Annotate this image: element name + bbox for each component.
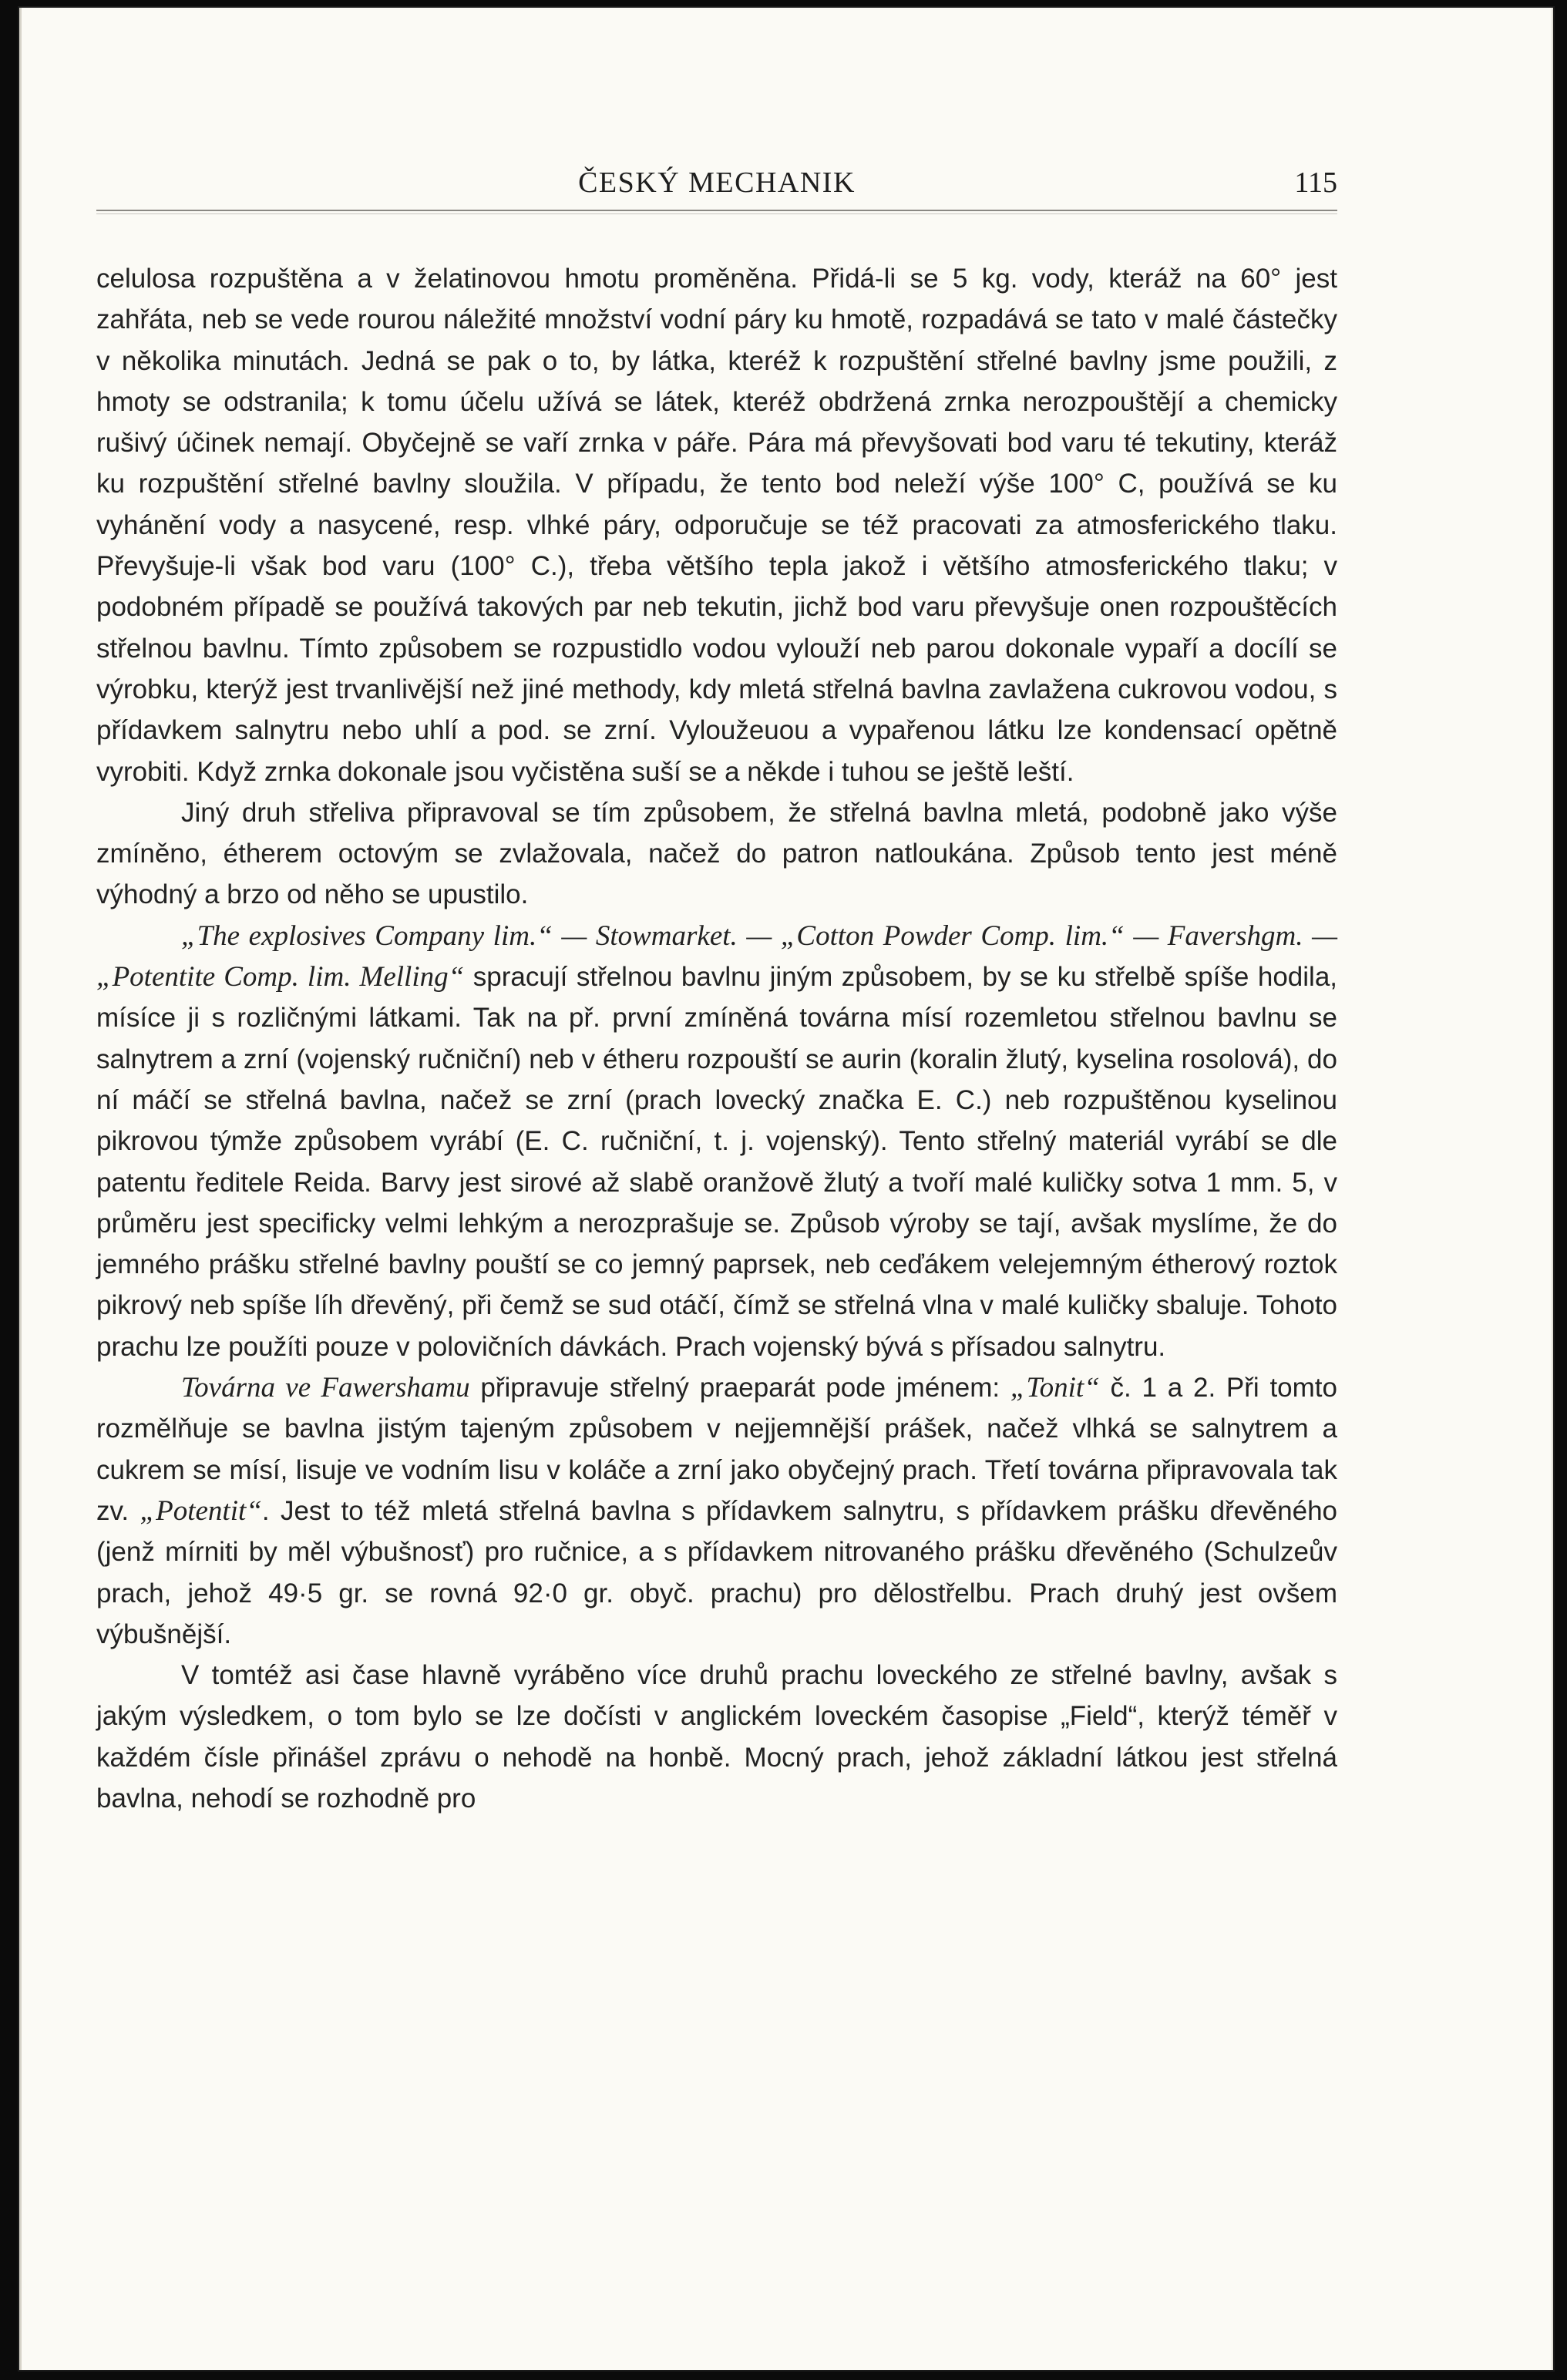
paragraph-4-text-3: . Jest to též mletá střelná bavlna s přídavkem salnytru, s přídavkem prášku dřevěného (jenž mírniti by měl výbušnosť) pro ručnice, a s přídavkem nitrovaného prášku dřevěného (Schulzeův prach, jehož 49·5 gr. se rovná 92·0 gr. obyč. prachu) pro dělostřelbu. Prach druhý jest ovšem výbušnější. [96, 1495, 1338, 1649]
paragraph-4-text-2: č. 1 a 2. Při tomto rozmělňuje se bavlna jistým tajeným způsobem v nejjemnější prášek, načež vlhká se salnytrem a cukrem se mísí, lisuje ve vodním lisu v koláče a zrní jako obyčejný prach. Třetí továrna připravovala tak zv. [96, 1373, 1337, 1526]
paragraph-3-text: spracují střelnou bavlnu jiným způsobem, by se ku střelbě spíše hodila, mísíce ji s rozličnými látkami. Tak na př. první zmíněná továrna mísí rozemletou střelnou bavlnu se salnytrem a zrní (vojenský ručniční) neb v étheru rozpouští se aurin (koralin žlutý, kyselina rosolová), do ní máčí se střelná bavlna, načež se zrní (prach lovecký značka E. C.) neb rozpuštěnou kyselinou pikrovou týmže způsobem vyrábí (E. C. ručniční, t. j. vojenský). Tento střelný materiál vyrábí se dle patentu ředitele Reida. Barvy jest sirové až slabě oranžově žlutý a tvoří malé kuličky sotva 1 mm. 5, v průměru jest specificky velmi lehkým a nerozprašuje se. Způsob výroby se tají, avšak myslíme, že do jemného prášku střelné bavlny pouští se co jemný paprsek, neb ceďákem velejemným étherový roztok pikrový neb spíše líh dřevěný, při čemž se sud otáčí, čímž se střelná vlna v malé kuličky sbaluje. Tohoto prachu lze použíti pouze v polovičních dávkách. Prach vojenský bývá s přísadou salnytru. [96, 962, 1338, 1362]
paragraph-4-factory-name: Továrna ve Fawershamu [181, 1372, 470, 1404]
paragraph-5: V tomtéž asi čase hlavně vyráběno více druhů prachu loveckého ze střelné bavlny, avšak s jakým výsledkem, o tom bylo se lze dočísti v anglickém loveckém časopise „Field“, kterýž téměř v každém čísle přinášel zprávu o nehodě na honbě. Mocný prach, jehož základní látkou jest střelná bavlna, nehodí se rozhodně pro [96, 1660, 1337, 1814]
paragraph-4 [96, 1367, 1337, 1655]
body-text [96, 258, 1337, 1819]
running-head: ČESKÝ MECHANIK [578, 166, 856, 199]
header-rule [96, 210, 1337, 214]
page-number: 115 [1294, 166, 1337, 199]
paragraph-3 [96, 916, 1337, 1367]
document-page [19, 8, 1553, 2370]
paragraph-4-text-1: připravuje střelný praeparát pode jménem: [469, 1373, 1010, 1403]
paragraph-2: Jiný druh střeliva připravoval se tím způsobem, že střelná bavlna mletá, podobně jako výše zmíněno, étherem octovým se zvlažovala, načež do patron natloukána. Způsob tento jest méně výhodný a brzo od něho se upustilo. [96, 797, 1337, 910]
paragraph-1: celulosa rozpuštěna a v želatinovou hmotu proměněna. Přidá-li se 5 kg. vody, kteráž na 60° jest zahřáta, neb se vede rourou náležité množství vodní páry ku hmotě, rozpadává se tato v malé částečky v několika minutách. Jedná se pak o to, by látka, kteréž k rozpuštění střelné bavlny jsme použili, z hmoty se odstranila; k tomu účelu užívá se látek, kteréž obdržená zrnka nerozpouštějí a chemicky rušivý účinek nemají. Obyčejně se vaří zrnka v páře. Pára má převyšovati bod varu té tekutiny, kteráž ku rozpuštění střelné bavlny sloužila. V případu, že tento bod neleží výše 100° C, používá se ku vyhánění vody a nasycené, resp. vlhké páry, odporučuje se též pracovati za atmosferického tlaku. Převyšuje-li však bod varu (100° C.), třeba většího tepla jakož i většího atmosferického tlaku; v podobném případě se používá takových par neb tekutin, jichž bod varu převyšuje onen rozpouštěcích střelnou bavlnu. Tímto způsobem se rozpustidlo vodou vylouží neb parou dokonale vypaří a docílí se výrobku, kterýž jest trvanlivější než jiné methody, kdy mletá střelná bavlna zavlažena cukrovou vodou, s přídavkem salnytru nebo uhlí a pod. se zrní. Vyloužeuou a vypařenou látku lze kondensací opětně vyrobiti. Když zrnka dokonale jsou vyčistěna suší se a někde i tuhou se ještě leští. [96, 264, 1337, 787]
page-header [96, 166, 1337, 212]
paragraph-3-company-names: „The explosives Company lim.“ — Stowmarket. — „Cotton Powder Comp. lim.“ — Favershgm. — „Potentite Comp. lim. Melling“ [96, 919, 1337, 993]
paragraph-4-potentit: „Potentit“ [140, 1494, 262, 1527]
paragraph-4-tonit: „Tonit“ [1010, 1372, 1100, 1404]
